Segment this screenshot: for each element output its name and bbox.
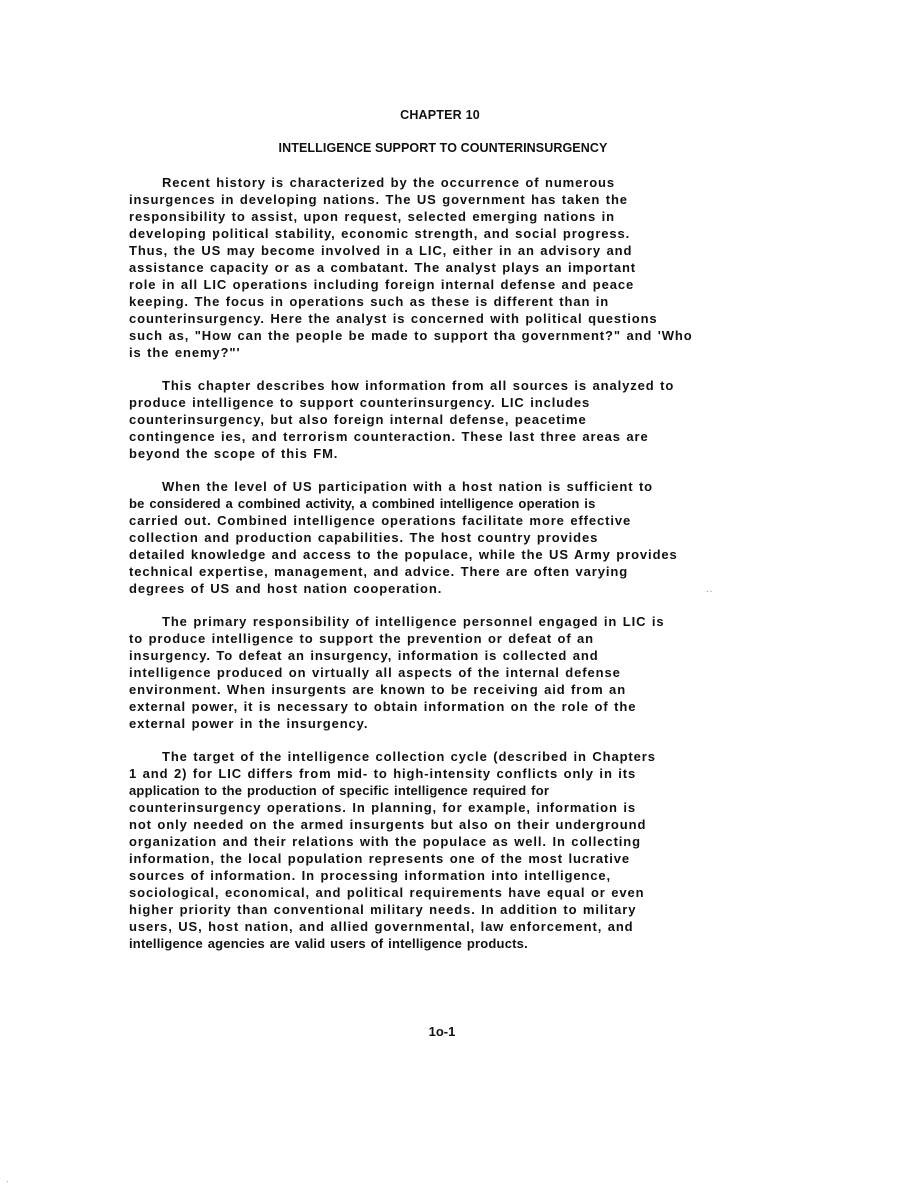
paragraph-1 <box>129 174 757 361</box>
text-line: intelligence agencies are valid users of intelligence products. <box>129 936 528 951</box>
scan-speck: · <box>6 1176 9 1186</box>
text-line: beyond the scope of this FM. <box>129 446 339 461</box>
paragraph-4 <box>129 613 757 732</box>
body-text <box>129 174 757 968</box>
text-line: The target of the intelligence collection cycle (described in Chapters <box>162 749 656 764</box>
paragraph-3 <box>129 478 757 597</box>
text-line: be considered a combined activity, a combined intelligence operation is <box>129 496 596 511</box>
text-line: sources of information. In processing information into intelligence, <box>129 868 612 883</box>
text-line: such as, "How can the people be made to support tha government?" and 'Who <box>129 328 693 343</box>
chapter-number: CHAPTER 10 <box>400 108 480 122</box>
text-line: information, the local population represents one of the most lucrative <box>129 851 631 866</box>
text-line: 1 and 2) for LIC differs from mid- to high-intensity conflicts only in its <box>129 766 637 781</box>
text-line: The primary responsibility of intelligence personnel engaged in LIC is <box>162 614 665 629</box>
text-line: technical expertise, management, and advice. There are often varying <box>129 564 629 579</box>
text-line: collection and production capabilities. The host country provides <box>129 530 599 545</box>
text-line: to produce intelligence to support the prevention or defeat of an <box>129 631 595 646</box>
text-line: produce intelligence to support counterinsurgency. LIC includes <box>129 395 591 410</box>
text-line: insurgency. To defeat an insurgency, information is collected and <box>129 648 599 663</box>
text-line: application to the production of specific intelligence required for <box>129 783 550 798</box>
text-line: higher priority than conventional military needs. In addition to military <box>129 902 637 917</box>
text-line: counterinsurgency operations. In planning, for example, information is <box>129 800 637 815</box>
text-line: external power, it is necessary to obtain information on the role of the <box>129 699 637 714</box>
text-line: sociological, economical, and political requirements have equal or even <box>129 885 645 900</box>
text-line: This chapter describes how information from all sources is analyzed to <box>162 378 675 393</box>
text-line: external power in the insurgency. <box>129 716 369 731</box>
text-line: is the enemy?"' <box>129 345 241 360</box>
text-line: organization and their relations with the populace as well. In collecting <box>129 834 641 849</box>
text-line: counterinsurgency, but also foreign internal defense, peacetime <box>129 412 587 427</box>
page-number: 1o-1 <box>428 1024 456 1039</box>
paragraph-5 <box>129 748 757 952</box>
text-line: environment. When insurgents are known to be receiving aid from an <box>129 682 627 697</box>
text-line: Recent history is characterized by the occurrence of numerous <box>162 175 616 190</box>
text-line: responsibility to assist, upon request, selected emerging nations in <box>129 209 616 224</box>
text-line: not only needed on the armed insurgents but also on their underground <box>129 817 647 832</box>
text-line: assistance capacity or as a combatant. The analyst plays an important <box>129 260 637 275</box>
text-line: insurgences in developing nations. The US government has taken the <box>129 192 628 207</box>
text-line: developing political stability, economic strength, and social progress. <box>129 226 631 241</box>
text-line: intelligence produced on virtually all aspects of the internal defense <box>129 665 621 680</box>
text-line: users, US, host nation, and allied governmental, law enforcement, and <box>129 919 634 934</box>
text-line: detailed knowledge and access to the populace, while the US Army provides <box>129 547 678 562</box>
text-line: Thus, the US may become involved in a LIC, either in an advisory and <box>129 243 633 258</box>
text-line: When the level of US participation with a host nation is sufficient to <box>162 479 654 494</box>
paragraph-2 <box>129 377 757 462</box>
text-line: counterinsurgency. Here the analyst is concerned with political questions <box>129 311 658 326</box>
scan-speck: ·· <box>706 586 713 597</box>
text-line: contingence ies, and terrorism counteraction. These last three areas are <box>129 429 649 444</box>
text-line: role in all LIC operations including foreign internal defense and peace <box>129 277 635 292</box>
text-line: carried out. Combined intelligence operations facilitate more effective <box>129 513 632 528</box>
text-line: keeping. The focus in operations such as these is different than in <box>129 294 610 309</box>
chapter-title: INTELLIGENCE SUPPORT TO COUNTERINSURGENCY <box>278 141 608 155</box>
text-line: degrees of US and host nation cooperation. <box>129 581 443 596</box>
